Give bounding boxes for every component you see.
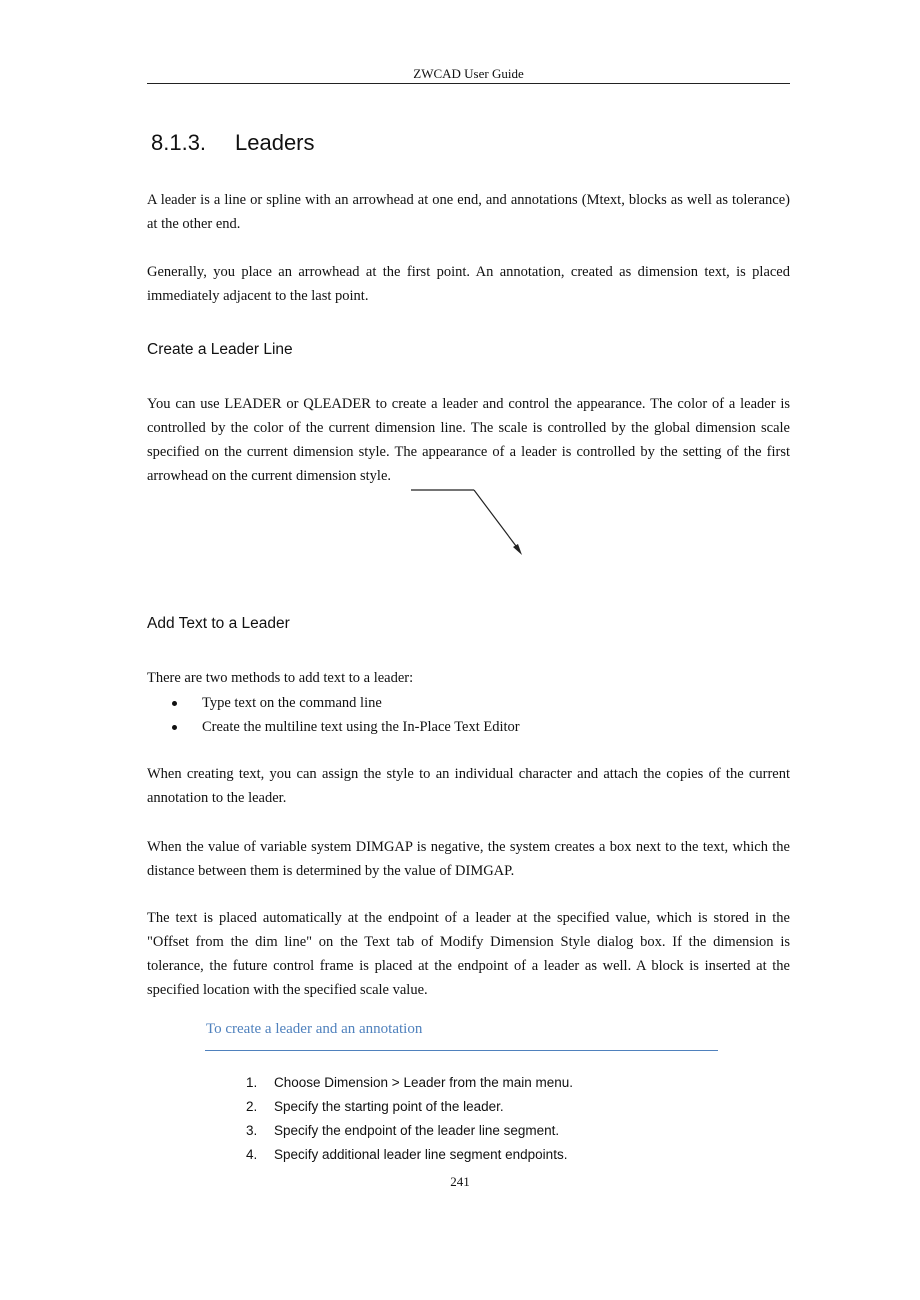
step-number: 4. xyxy=(246,1147,258,1162)
intro-paragraph-1: A leader is a line or spline with an arrowhead at one end, and annotations (Mtext, blocks as well as tolerance) at the other end. xyxy=(147,192,790,232)
step-number: 2. xyxy=(246,1099,258,1114)
arrowhead-icon xyxy=(513,544,522,555)
add-text-paragraph-3: The text is placed automatically at the endpoint of a leader at the specified value, which is stored in the "Offset from the dim line" on the Text tab of Modify Dimension Style dialog box. If the dimension is tolerance, the future control frame is placed at the endpoint of a leader as well. A block is inserted at the specified location with the specified scale value. xyxy=(147,910,790,998)
step-text: Specify additional leader line segment endpoints. xyxy=(274,1147,568,1162)
page-number: 241 xyxy=(450,1174,470,1189)
step-item xyxy=(246,1095,573,1119)
procedure-title: To create a leader and an annotation xyxy=(206,1021,423,1037)
section-heading xyxy=(151,130,315,156)
step-item xyxy=(246,1143,573,1167)
step-item xyxy=(246,1071,573,1095)
methods-list xyxy=(172,691,520,739)
subheading-create-leader: Create a Leader Line xyxy=(147,341,293,358)
step-text: Specify the endpoint of the leader line segment. xyxy=(274,1123,560,1138)
step-text: Specify the starting point of the leader. xyxy=(274,1099,504,1114)
list-item: Type text on the command line xyxy=(172,691,520,715)
running-header: ZWCAD User Guide xyxy=(413,66,524,81)
section-title: Leaders xyxy=(235,130,315,155)
list-item: Create the multiline text using the In-Place Text Editor xyxy=(172,715,520,739)
step-number: 3. xyxy=(246,1123,258,1138)
header-rule xyxy=(147,83,790,84)
add-text-lead: There are two methods to add text to a leader: xyxy=(147,670,414,686)
leader-line xyxy=(474,490,519,550)
intro-paragraph-2: Generally, you place an arrowhead at the first point. An annotation, created as dimension text, is placed immediately adjacent to the last point. xyxy=(147,264,790,304)
procedure-rule xyxy=(205,1050,718,1051)
subheading-add-text: Add Text to a Leader xyxy=(147,615,290,632)
add-text-paragraph-1: When creating text, you can assign the style to an individual character and attach the copies of the current annotation to the leader. xyxy=(147,766,790,806)
step-text: Choose Dimension > Leader from the main menu. xyxy=(274,1075,574,1090)
add-text-paragraph-2: When the value of variable system DIMGAP is negative, the system creates a box next to the text, which the distance between them is determined by the value of DIMGAP. xyxy=(147,839,790,879)
create-leader-paragraph: You can use LEADER or QLEADER to create a leader and control the appearance. The color of a leader is controlled by the color of the current dimension line. The scale is controlled by the global dimension scale specified on the current dimension style. The appearance of a leader is controlled by the setting of the first arrowhead on the current dimension style. xyxy=(147,396,790,484)
leader-figure xyxy=(405,485,530,560)
step-number: 1. xyxy=(246,1075,258,1090)
step-item xyxy=(246,1119,573,1143)
procedure-steps xyxy=(246,1071,573,1167)
section-number: 8.1.3. xyxy=(151,130,207,155)
